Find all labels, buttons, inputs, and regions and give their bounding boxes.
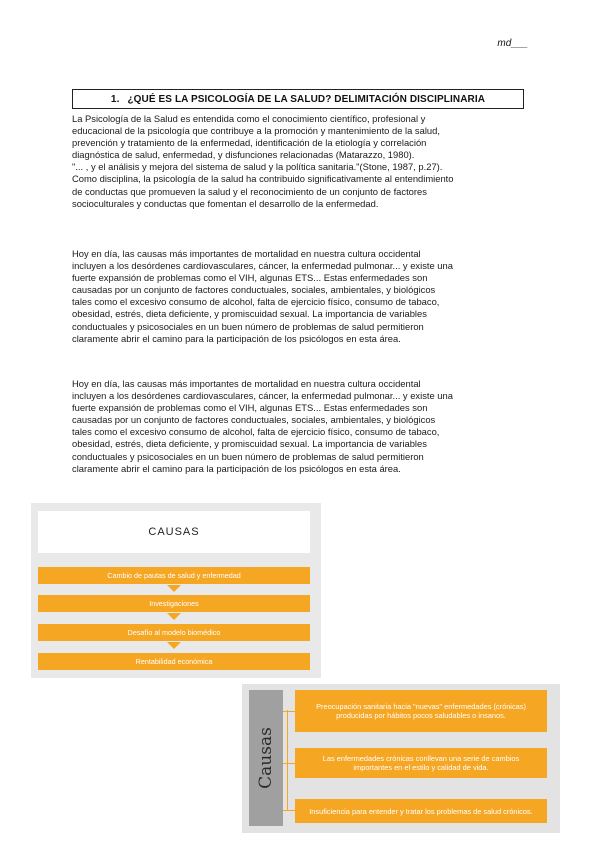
- paragraph-mortality-2: Hoy en día, las causas más importantes de mortalidad en nuestra cultura occidental incluyen a los desórdenes cardiovasculares, cáncer, la enfermedad pulmonar... y existe una fuerte expansión de problemas como el VIH, algunas ETS... Estas enfermedades son causadas por un conjunto de factores conductuales, sociales, ambientales, y biológicos tales como el excesivo consumo de alcohol, falta de ejercicio físico, consumo de tabaco, obesidad, estrés, dieta deficiente, y promiscuidad sexual. La importancia de variables conductuales y psicosociales en un buen número de problemas de salud permitieron claramente abrir el camino para la participación de los psicólogos en esta área.: [72, 378, 453, 474]
- cause-item-1: Cambio de pautas de salud y enfermedad: [38, 567, 310, 584]
- connector-line: [287, 710, 288, 810]
- section-title-box: [72, 89, 524, 109]
- connector-line: [283, 810, 295, 811]
- causes-side-label: Causas: [256, 727, 276, 789]
- cause-item-4: Rentabilidad económica: [38, 653, 310, 670]
- connector-line: [283, 763, 295, 764]
- cause-detail-3: Insuficiencia para entender y tratar los problemas de salud crónicos.: [295, 799, 547, 823]
- paragraph-definition: La Psicología de la Salud es entendida como el conocimiento científico, profesional y educacional de la psicología que contribuye a la promoción y mantenimiento de la salud, prevención y tratamiento de la enfermedad, identificación de la etiología y correlación diagnóstica de salud, enfermedad, y disfunciones relacionadas (Matarazzo, 1980). "... , y el análisis y mejora del sistema de salud y la política sanitaria."(Stone, 1987, p.27). Como disciplina, la psicología de la salud ha contribuido significativamente al entendimiento de conductas que promueven la salud y el reconocimiento de un conjunto de factores socioculturales y conductas que fomentan el desarrollo de la enfermedad.: [72, 113, 454, 209]
- paragraph-mortality-1: Hoy en día, las causas más importantes de mortalidad en nuestra cultura occidental incluyen a los desórdenes cardiovasculares, cáncer, la enfermedad pulmonar... y existe una fuerte expansión de problemas como el VIH, algunas ETS... Estas enfermedades son causadas por un conjunto de factores conductuales, sociales, ambientales, y biológicos tales como el excesivo consumo de alcohol, falta de ejercicio físico, consumo de tabaco, obesidad, estrés, dieta deficiente, y promiscuidad sexual. La importancia de variables conductuales y psicosociales en un buen número de problemas de salud permitieron claramente abrir el camino para la participación de los psicólogos en esta área.: [72, 248, 453, 344]
- document-code: md___: [497, 38, 528, 49]
- cause-detail-1: Preocupación sanitaria hacia "nuevas" enfermedades (crónicas) producidas por hábitos pocos saludables o insanos.: [295, 690, 547, 732]
- cause-item-3: Desafío al modelo biomédico: [38, 624, 310, 641]
- arrow-down-icon: [167, 585, 181, 592]
- cause-item-2: Investigaciones: [38, 595, 310, 612]
- cause-detail-2: Las enfermedades crónicas conllevan una serie de cambios importantes en el estilo y calidad de vida.: [295, 748, 547, 778]
- causes-diagram-title: CAUSAS: [38, 511, 310, 553]
- arrow-down-icon: [167, 613, 181, 620]
- section-title: ¿QUÉ ES LA PSICOLOGÍA DE LA SALUD? DELIMITACIÓN DISCIPLINARIA: [127, 93, 486, 105]
- connector-line: [283, 711, 295, 712]
- section-number: 1.: [110, 93, 120, 105]
- arrow-down-icon: [167, 642, 181, 649]
